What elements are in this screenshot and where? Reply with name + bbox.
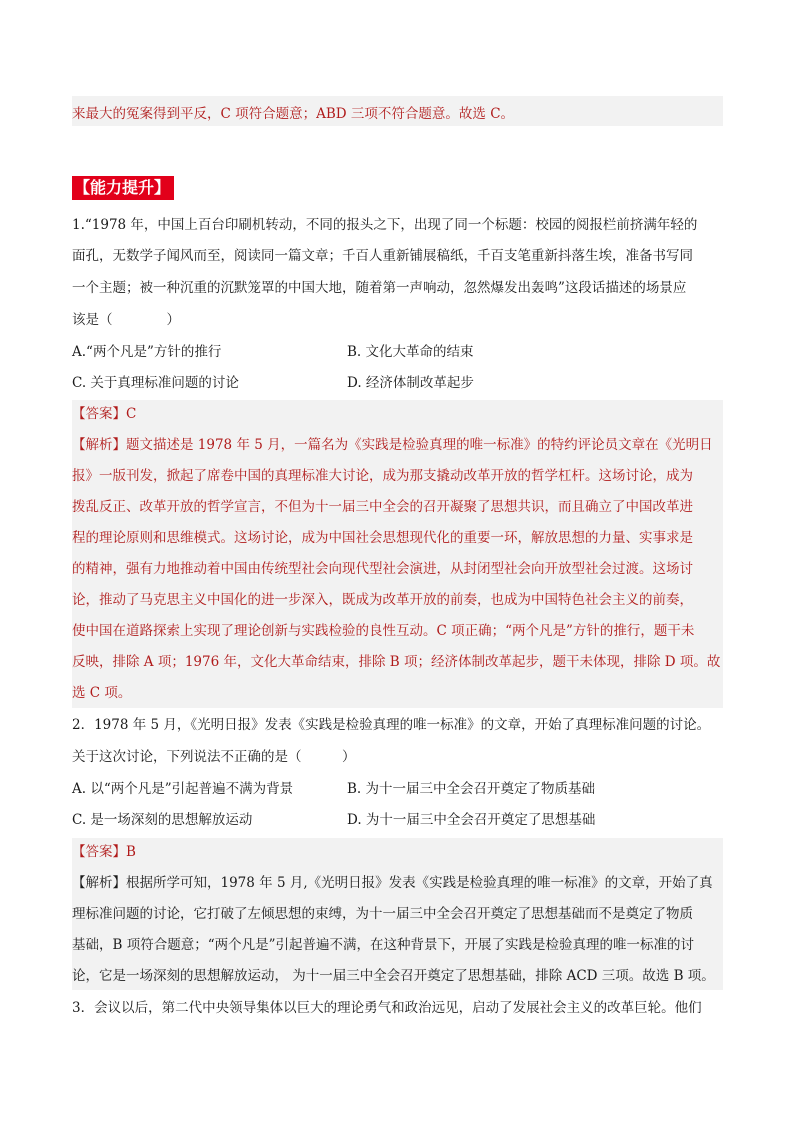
q1-analysis-line: 选 C 项。 [72,685,132,701]
q1-answer-box [72,400,723,708]
q1-analysis-line: 程的理论原则和思维模式。这场讨论，成为中国社会思想现代化的重要一环，解放思想的力量、实事求是 [72,530,693,546]
q2-option-c: C. 是一场深刻的思想解放运动 [72,812,253,828]
q1-option-d: D. 经济体制改革起步 [347,375,474,391]
q1-option-a: A.“两个凡是”方针的推行 [72,344,222,360]
q2-stem-line: 关于这次讨论，下列说法不正确的是（ ） [72,749,356,765]
q2-analysis-line: 理标准问题的讨论，它打破了左倾思想的束缚，为十一届三中全会召开奠定了思想基础而不是奠定了物质 [72,906,693,922]
q3-stem-line: 3．会议以后，第二代中央领导集体以巨大的理论勇气和政治远见，启动了发展社会主义的改革巨轮。他们 [72,1000,702,1016]
q1-analysis-line: 拨乱反正、改革开放的哲学宣言，不但为十一届三中全会的召开凝聚了思想共识，而且确立了中国改革进 [72,499,693,515]
q1-analysis-line: 报》一版刊发，掀起了席卷中国的真理标准大讨论，成为那支撬动改革开放的哲学杠杆。这场讨论，成为 [72,468,693,484]
previous-analysis-continuation [72,96,723,126]
q1-stem-line: 面孔，无数学子闻风而至，阅读同一篇文章；千百人重新铺展稿纸，千百支笔重新抖落生埃，准备书写同 [72,248,693,264]
q2-stem-line: 2．1978 年 5 月，《光明日报》发表《实践是检验真理的唯一标准》的文章，开始了真理标准问题的讨论。 [72,717,711,733]
q1-analysis-line: 的精神，强有力地推动着中国由传统型社会向现代型社会演进，从封闭型社会向开放型社会过渡。这场讨 [72,561,693,577]
section-heading: 【能力提升】 [72,176,174,200]
q1-stem-line: 该是（ ） [72,312,180,328]
q1-answer: 【答案】C [72,406,137,422]
q1-stem-line: 一个主题；被一种沉重的沉默笼罩的中国大地，随着第一声响动，忽然爆发出轰鸣”这段话描述的场景应 [72,280,687,296]
q2-analysis-line: 论，它是一场深刻的思想解放运动， 为十一届三中全会召开奠定了思想基础，排除 ACD 三项。故选 B 项。 [72,968,715,984]
q2-analysis-line: 基础，B 项符合题意；“两个凡是”引起普遍不满，在这种背景下，开展了实践是检验真理的唯一标准的讨 [72,937,695,953]
q1-analysis-line: 使中国在道路探索上实现了理论创新与实践检验的良性互动。C 项正确；“两个凡是”方针的推行，题干未 [72,623,695,639]
q1-analysis-line: 【解析】题文描述是 1978 年 5 月，一篇名为《实践是检验真理的唯一标准》的特约评论员文章在《光明日 [72,437,713,453]
q1-analysis-line: 论，推动了马克思主义中国化的进一步深入，既成为改革开放的前奏，也成为中国特色社会主义的前奏， [72,592,693,608]
q2-answer: 【答案】B [72,844,136,860]
q1-option-b: B. 文化大革命的结束 [347,344,474,360]
q2-analysis-line: 【解析】根据所学可知，1978 年 5 月,《光明日报》发表《实践是检验真理的唯一标准》的文章，开始了真 [72,875,713,891]
q1-option-c: C. 关于真理标准问题的讨论 [72,375,239,391]
q2-answer-box [72,838,723,990]
continuation-text: 来最大的冤案得到平反，C 项符合题意；ABD 三项不符合题意。故选 C。 [72,106,515,122]
q2-option-d: D. 为十一届三中全会召开奠定了思想基础 [347,812,596,828]
q2-option-a: A. 以“两个凡是”引起普遍不满为背景 [72,781,294,797]
q2-option-b: B. 为十一届三中全会召开奠定了物质基础 [347,781,596,797]
q1-stem-line: 1.“1978 年，中国上百台印刷机转动，不同的报头之下，出现了同一个标题：校园的阅报栏前挤满年轻的 [72,217,698,233]
q1-analysis-line: 反映，排除 A 项；1976 年，文化大革命结束，排除 B 项；经济体制改革起步，题干未体现，排除 D 项。故 [72,654,721,670]
